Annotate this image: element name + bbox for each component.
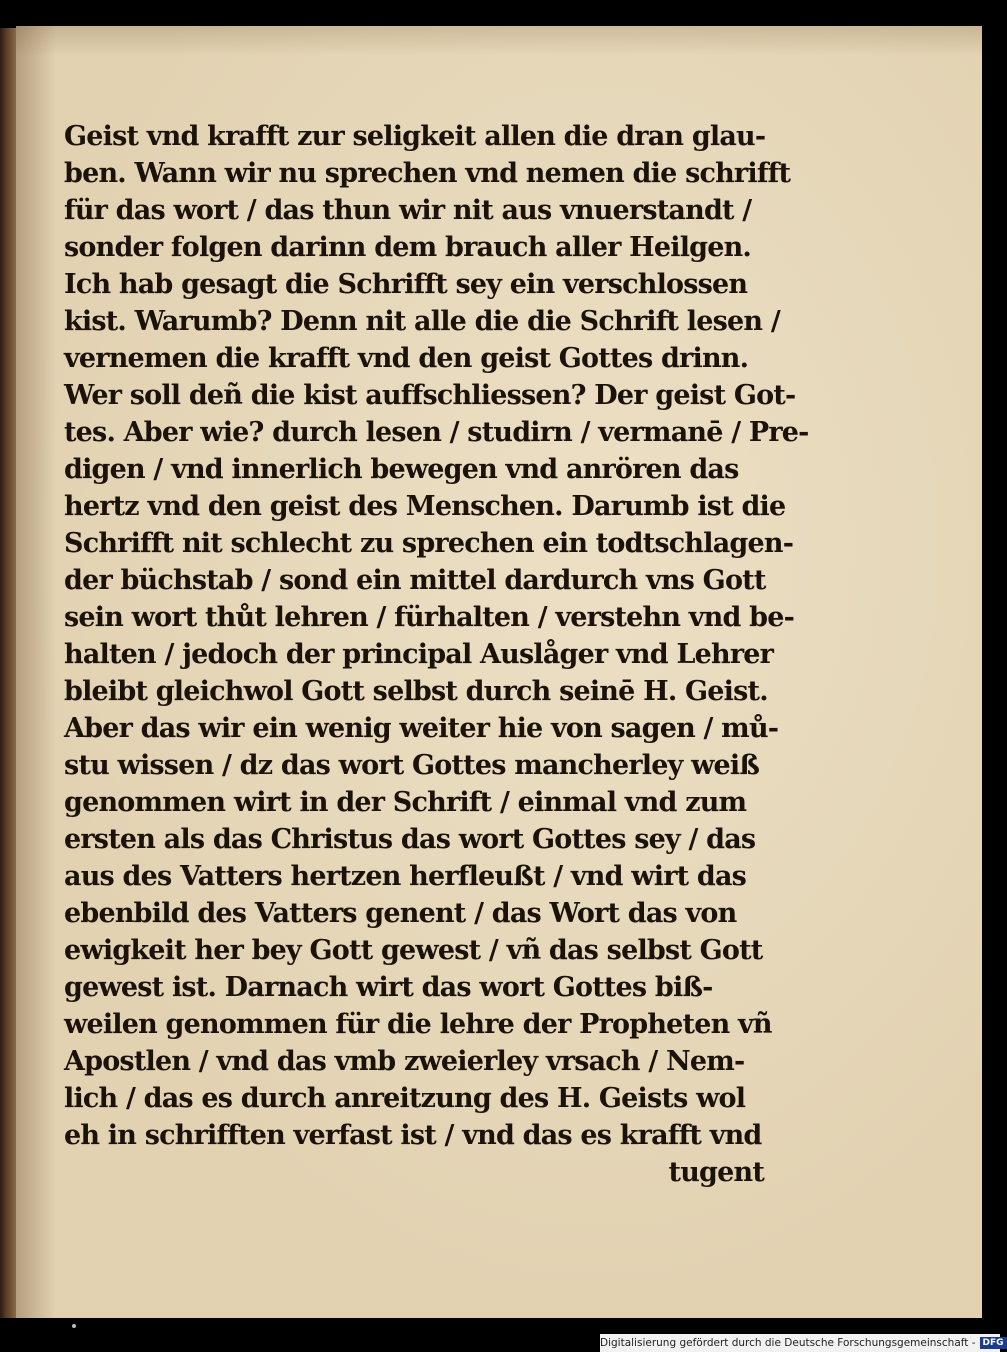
text-line: Wer soll deñ die kist auffschliessen? Der geist Got-	[64, 380, 796, 411]
text-line: digen / vnd innerlich bewegen vnd anrören das	[64, 454, 739, 485]
digitization-credit	[600, 1334, 1004, 1352]
text-line: genommen wirt in der Schrift / einmal vnd zum	[64, 787, 747, 818]
text-line: gewest ist. Darnach wirt das wort Gottes biß-	[64, 972, 713, 1003]
text-line: aus des Vatters hertzen herfleußt / vnd wirt das	[64, 861, 747, 892]
text-line: ersten als das Christus das wort Gottes sey / das	[64, 824, 756, 855]
book-page	[16, 26, 982, 1318]
text-line: für das wort / das thun wir nit aus vnuerstandt /	[64, 195, 752, 226]
text-line: vernemen die krafft vnd den geist Gottes drinn.	[64, 343, 749, 374]
text-line: Apostlen / vnd das vmb zweierley vrsach / Nem-	[64, 1046, 745, 1077]
text-line: Aber das wir ein wenig weiter hie von sagen / mů-	[64, 713, 779, 744]
text-line: ewigkeit her bey Gott gewest / vñ das selbst Gott	[64, 935, 763, 966]
text-line: ben. Wann wir nu sprechen vnd nemen die schrifft	[64, 158, 791, 189]
text-line: sonder folgen darinn dem brauch aller Heilgen.	[64, 232, 752, 263]
scan-speck	[72, 1324, 76, 1328]
text-line: bleibt gleichwol Gott selbst durch seinē H. Geist.	[64, 676, 768, 707]
book-binding-edge	[0, 28, 16, 1318]
dfg-logo-icon: DFG	[980, 1337, 1007, 1349]
text-line: Ich hab gesagt die Schrifft sey ein verschlossen	[64, 269, 748, 300]
credit-text: Digitalisierung gefördert durch die Deutsche Forschungsgemeinschaft -	[600, 1337, 976, 1349]
text-line: hertz vnd den geist des Menschen. Darumb ist die	[64, 491, 786, 522]
text-line: kist. Warumb? Denn nit alle die die Schrift lesen /	[64, 306, 780, 337]
text-line: stu wissen / dz das wort Gottes mancherley weiß	[64, 750, 760, 781]
text-line: lich / das es durch anreitzung des H. Geists wol	[64, 1083, 746, 1114]
page-text-block	[64, 118, 809, 1198]
text-line: Schrifft nit schlecht zu sprechen ein todtschlagen-	[64, 528, 794, 559]
text-line: halten / jedoch der principal Auslåger vnd Lehrer	[64, 639, 774, 670]
catchword: tugent	[668, 1157, 764, 1188]
text-line: tes. Aber wie? durch lesen / studirn / vermanē / Pre-	[64, 417, 809, 448]
text-line: eh in schrifften verfast ist / vnd das es krafft vnd	[64, 1120, 762, 1151]
text-line: Geist vnd krafft zur seligkeit allen die dran glau-	[64, 121, 766, 152]
text-line: der büchstab / sond ein mittel dardurch vns Gott	[64, 565, 766, 596]
text-line: ebenbild des Vatters genent / das Wort das von	[64, 898, 737, 929]
text-line: weilen genommen für die lehre der Propheten vñ	[64, 1009, 772, 1040]
text-line: sein wort thůt lehren / fürhalten / verstehn vnd be-	[64, 602, 795, 633]
